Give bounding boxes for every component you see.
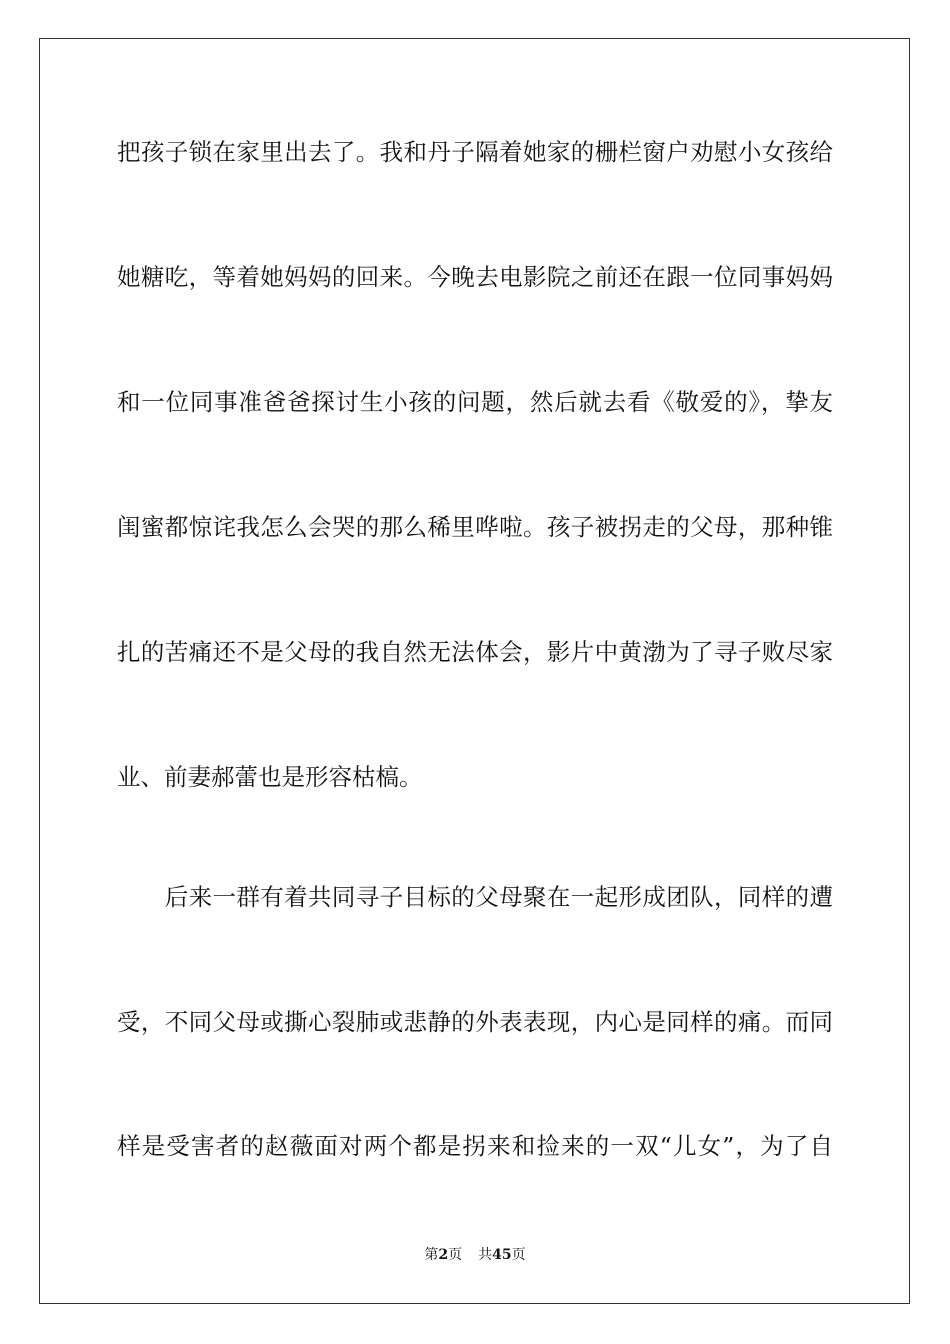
page-border [39,38,910,1304]
text-line-9: 样是受害者的赵薇面对两个都是拐来和捡来的一双“儿女”，为了自 [117,1132,833,1160]
text-line-5: 扎的苦痛还不是父母的我自然无法体会，影片中黄渤为了寻子败尽家 [117,638,833,666]
page-suffix: 页 [448,1247,463,1263]
text-line-8: 受，不同父母或撕心裂肺或悲静的外表表现，内心是同样的痛。而同 [117,1008,833,1036]
page-prefix: 第 [424,1247,439,1263]
text-line-4: 闺蜜都惊诧我怎么会哭的那么稀里哗啦。孩子被拐走的父母，那种锥 [117,513,833,541]
page-number: 2 [438,1247,449,1263]
page-footer [0,1246,950,1264]
text-line-3: 和一位同事准爸爸探讨生小孩的问题，然后就去看《敬爱的》，挚友 [117,388,833,416]
total-pages: 45 [492,1247,512,1263]
total-prefix: 共 [478,1247,493,1263]
text-line-1: 把孩子锁在家里出去了。我和丹子隔着她家的栅栏窗户劝慰小女孩给 [117,138,833,166]
text-line-7: 后来一群有着共同寻子目标的父母聚在一起形成团队，同样的遭 [117,883,833,911]
total-suffix: 页 [511,1247,526,1263]
text-line-2: 她糖吃，等着她妈妈的回来。今晚去电影院之前还在跟一位同事妈妈 [117,263,833,291]
text-line-6: 业、前妻郝蕾也是形容枯槁。 [117,763,423,791]
